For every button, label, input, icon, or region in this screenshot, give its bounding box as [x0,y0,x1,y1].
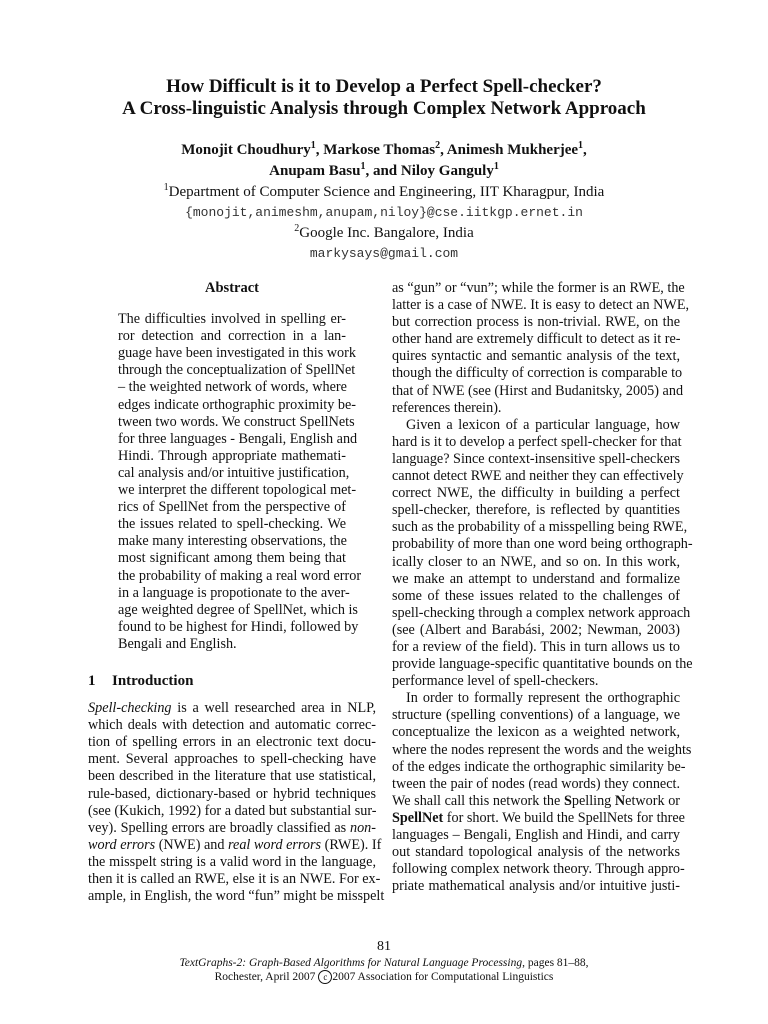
body-line: that of NWE (see (Hirst and Budanitsky, 2005) and [392,382,684,399]
body-line: been described in the literature that use statistical, [88,768,376,785]
title-line-2: A Cross-linguistic Analysis through Complex Network Approach [122,98,646,119]
emphasis-term: Spell-checking [88,700,172,717]
body-line: spell-checker, therefore, is reflected by quantities [392,502,680,519]
body-text: pelling [571,792,615,809]
author-line-2 [0,161,768,182]
body-line: languages – Bengali, English and Hindi, and carry [392,827,680,843]
abstract-line: rics of SpellNet from the perspective of [118,499,346,516]
page-footer [0,938,768,984]
body-line: tion of spelling errors in an electronic text docu- [88,734,376,751]
venue-pages: , pages 81–88, [522,957,589,969]
author-name: Markose Thomas [323,142,436,158]
bold-letter: N [614,792,626,809]
body-line: priate mathematical analysis and/or intuitive justi- [392,878,680,895]
body-line: which deals with detection and automatic correc- [88,717,376,734]
body-text: is a well researched area in NLP, [171,700,376,717]
title-line-1: How Difficult is it to Develop a Perfect Spell-checker? [166,76,602,97]
paragraph [392,690,692,895]
abstract-line: tween two words. We construct SpellNets [118,413,355,430]
body-line: we make an attempt to understand and formalize [392,570,680,587]
page-number: 81 [377,939,391,954]
paragraph [392,416,693,691]
body-text: for short. We build the SpellNets for three [443,809,685,826]
body-line: (see (Kukich, 1992) for a dated but substantial sur- [88,802,377,819]
abstract-line: The difficulties involved in spelling er- [118,311,346,328]
body-line: out standard topological analysis of the networks [392,844,680,861]
body-line: ment. Several approaches to spell-checking have [88,751,376,768]
body-line: probability of more than one word being orthograph- [392,536,693,553]
abstract-line: the issues related to spell-checking. We [118,516,346,533]
body-line: quires syntactic and semantic analysis of the text, [392,348,680,365]
abstract-line: in a language is propotionate to the aver- [118,584,350,601]
paper-title [0,76,768,120]
body-text: etwork or [625,792,681,809]
affil-mark: 1 [163,182,169,193]
body-line: other hand are extremely difficult to detect as it re- [392,331,681,348]
body-line: correct NWE, the difficulty in building a perfect [392,485,680,502]
body-line: provide language-specific quantitative bounds on the [392,656,693,673]
body-line: the misspelt string is a valid word in the language, [88,853,376,870]
author-name: Monojit Choudhury [181,142,311,158]
body-line: ample, in English, the word “fun” might be misspelt [88,888,385,905]
body-line: following complex network theory. Through appro- [392,861,685,878]
abstract-line: found to be highest for Hindi, followed by [118,618,359,635]
location-date: Rochester, April 2007 [214,971,319,983]
email-1: {monojit,animeshm,anupam,niloy}@cse.iitkgp.ernet.in [185,205,583,220]
author-affil-mark: 1 [360,161,366,172]
body-line [88,836,382,854]
body-line: references therein). [392,399,502,416]
body-line: hard is it to develop a perfect spell-checker for that [392,433,682,450]
author-name: Niloy Ganguly [400,163,494,179]
abstract-line: through the conceptualization of SpellNet [118,362,356,379]
body-line: (see (Albert and Barabási, 2002; Newman, 2003) [392,621,680,638]
bold-letter: S [563,792,572,809]
emphasis-term: real word errors [228,836,322,853]
body-line: for a review of the field). This in turn allows us to [392,638,680,655]
venue-line [0,956,768,970]
abstract-line: Bengali and English. [118,635,237,652]
body-line [88,700,376,717]
right-column [392,280,693,895]
section-heading-introduction [88,673,376,690]
body-line: rule-based, dictionary-based or hybrid techniques [88,785,376,802]
author-affil-mark: 1 [493,161,499,172]
author-name: Anupam Basu [269,163,361,179]
abstract-line: ror detection and correction in a lan- [118,328,346,345]
author-line-1: Monojit Choudhury$^1$, Markose Thomas$^2$, Animesh Mukherjee$^1$, [181,140,587,158]
body-line: latter is a case of NWE. It is easy to detect an NWE, [392,297,690,314]
intro-paragraph [88,700,385,905]
emphasis-term: word errors [88,836,156,853]
abstract-line: – the weighted network of words, where [118,379,347,396]
body-line: spell-checking through a complex network approach [392,604,691,621]
body-line: some of these issues related to the challenges of [392,587,680,604]
body-line: where the nodes represent the words and the weights [392,741,692,758]
abstract-body [118,311,362,653]
body-line: language? Since context-insensitive spell-checkers [392,450,680,467]
body-text: We shall call this network the [392,792,564,809]
paragraph [392,280,690,417]
body-line: performance level of spell-checkers. [392,673,599,690]
venue-name: TextGraphs-2: Graph-Based Algorithms for Natural Language Processing [179,957,523,969]
left-column [88,280,385,905]
affiliation-2 [0,223,768,244]
author-affil-mark: 1 [310,140,316,151]
body-line: In order to formally represent the orthographic [406,690,680,707]
section-number: 1 [88,672,96,689]
abstract-heading: Abstract [205,280,259,296]
copyright-line [0,970,768,984]
affiliation-1 [0,182,768,203]
emphasis-term: non- [349,819,376,836]
body-line [392,809,685,827]
body-line [88,820,376,837]
copyright-icon: c [318,970,332,984]
body-line: structure (spelling conventions) of a language, we [392,707,680,724]
body-line: then it is called an RWE, else it is an NWE. For ex- [88,871,381,887]
abstract-line: most significant among them being that [118,550,346,567]
author-affil-mark: 2 [435,140,441,151]
body-line: such as the probability of a misspelling being RWE, [392,519,688,536]
copyright-text: 2007 Association for Computational Linguistics [332,971,554,983]
body-text: vey). Spelling errors are broadly classified as [88,819,350,836]
body-line: of the edges indicate the orthographic similarity be- [392,758,686,775]
body-text: (RWE). If [321,836,382,853]
body-line: Given a lexicon of a particular language, how [406,416,680,433]
abstract-line: cal analysis and/or intuitive justification, [118,464,350,481]
body-line: cannot detect RWE and neither they can effectively [392,468,684,485]
abstract-line: for three languages - Bengali, English and [118,430,358,447]
abstract-line: guage have been investigated in this work [118,345,356,362]
abstract-line: make many interesting observations, the [118,533,347,550]
author-affil-mark: 1 [578,140,584,151]
author-block [0,140,768,264]
section-title: Introduction [112,672,194,689]
affiliation-text: Google Inc. Bangalore, India [299,225,474,241]
abstract-line: age weighted degree of SpellNet, which is [118,601,358,618]
body-line: ically closer to an NWE, and so on. In this work, [392,553,680,570]
body-text: (NWE) and [155,836,229,853]
abstract-line: edges indicate orthographic proximity be- [118,396,356,413]
body-line: but correction process is non-trivial. RWE, on the [392,314,680,331]
author-conjunction: , and [365,163,401,179]
body-line: conceptualize the lexicon as a weighted network, [392,724,680,741]
affil-mark: 2 [294,223,300,234]
bold-term: SpellNet [392,809,444,826]
abstract-line: we interpret the different topological met- [118,482,357,499]
abstract-line: the probability of making a real word error [118,567,362,584]
email-2: markysays@gmail.com [309,246,459,261]
abstract-line: Hindi. Through appropriate mathemati- [118,447,346,464]
body-line: as “gun” or “vun”; while the former is an RWE, the [392,280,685,296]
body-line [392,793,680,810]
body-line: tween the pair of nodes (read words) they connect. [392,775,680,792]
author-name: Animesh Mukherjee [446,142,579,158]
body-line: though the difficulty of correction is comparable to [392,365,683,382]
affiliation-text: Department of Computer Science and Engineering, IIT Kharagpur, India [168,184,605,200]
